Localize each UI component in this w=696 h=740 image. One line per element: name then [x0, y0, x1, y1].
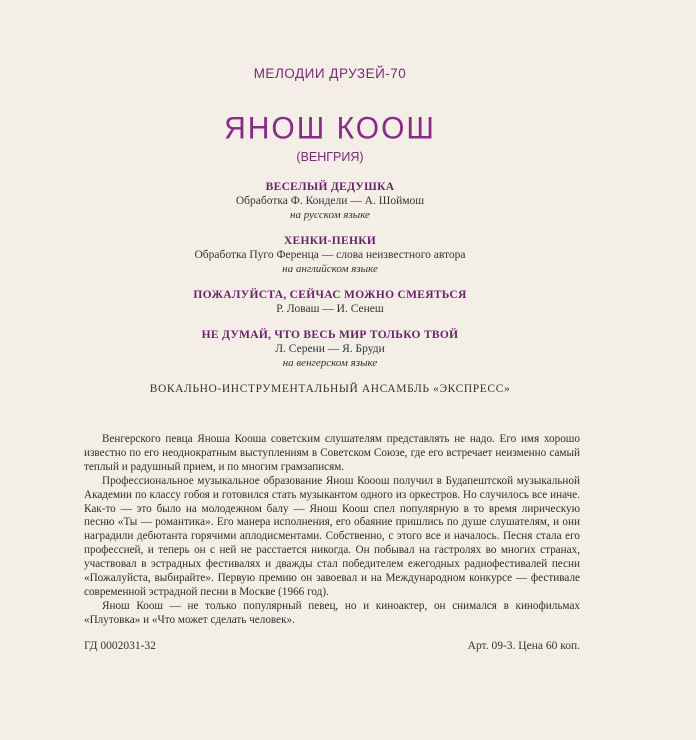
- track-title: ХЕНКИ-ПЕНКИ: [283, 235, 377, 247]
- catalog-number: ГД 0002031-32: [84, 640, 156, 652]
- ensemble-name: ВОКАЛЬНО-ИНСТРУМЕНТАЛЬНЫЙ АНСАМБЛЬ «ЭКСПРЕСС»: [149, 383, 511, 395]
- price-label: Арт. 09-3. Цена 60 коп.: [467, 640, 580, 652]
- description-paragraph: Профессиональное музыкальное образование Янош Кооош получил в Будапештской музыкальной Академии по классу гобоя и готовился стать музыкантом одного из оркестров. Но случилось все иначе. Как-то — это было на молодежном балу — Янош Коош спел популярную в то время лирическую песню «Ты — романтика». Его манера исполнения, его обаяние пришлись по душе слушателям, и они наградили дебютанта горячими аплодисментами. Собственно, с этого все и началось. Песня стала его профессией, и теперь он с ней не расстается никогда. Он побывал на гастролях во многих странах, участвовал в эстрадных фестивалях и дважды стал победителем ежегодных радиофестивалей песни «Пожалуйста, выбирайте». Первую премию он завоевал и на Международном конкурсе — фестивале современной эстрадной песни в Москве (1966 год).: [84, 474, 580, 598]
- track-title: НЕ ДУМАЙ, ЧТО ВЕСЬ МИР ТОЛЬКО ТВОЙ: [201, 329, 459, 341]
- track-credit: Л. Серени — Я. Бруди: [275, 343, 385, 355]
- artist-country: (ВЕНГРИЯ): [296, 150, 364, 164]
- track-4: [0, 328, 660, 370]
- track-language: на английском языке: [282, 263, 378, 275]
- track-1: [0, 180, 660, 222]
- series-title: МЕЛОДИИ ДРУЗЕЙ-70: [253, 66, 407, 81]
- track-credit: Обработка Ф. Кондели — А. Шоймош: [235, 195, 425, 207]
- track-title: ПОЖАЛУЙСТА, СЕЙЧАС МОЖНО СМЕЯТЬСЯ: [193, 289, 467, 301]
- track-credit: Обработка Пуго Ференца — слова неизвестного автора: [194, 249, 466, 261]
- track-credit: Р. Ловаш — И. Сенеш: [276, 303, 384, 315]
- description-paragraph: Венгерского певца Яноша Кооша советским слушателям представлять не надо. Его имя хорошо известно по его неоднократным выступлениям в Советском Союзе, где его встречает неизменно самый теплый и радушный прием, и по многим грамзаписям.: [84, 433, 580, 473]
- track-language: на русском языке: [290, 209, 370, 221]
- description-text: [84, 433, 580, 628]
- track-2: [0, 234, 660, 276]
- track-title: ВЕСЕЛЫЙ ДЕДУШКА: [265, 181, 395, 193]
- track-3: [0, 288, 660, 316]
- description-paragraph: Янош Коош — не только популярный певец, но и киноактер, он снимался в кинофильмах «Плутовка» и «Что может сделать человек».: [84, 599, 580, 626]
- track-language: на венгерском языке: [282, 357, 378, 369]
- artist-name: ЯНОШ КООШ: [224, 111, 436, 146]
